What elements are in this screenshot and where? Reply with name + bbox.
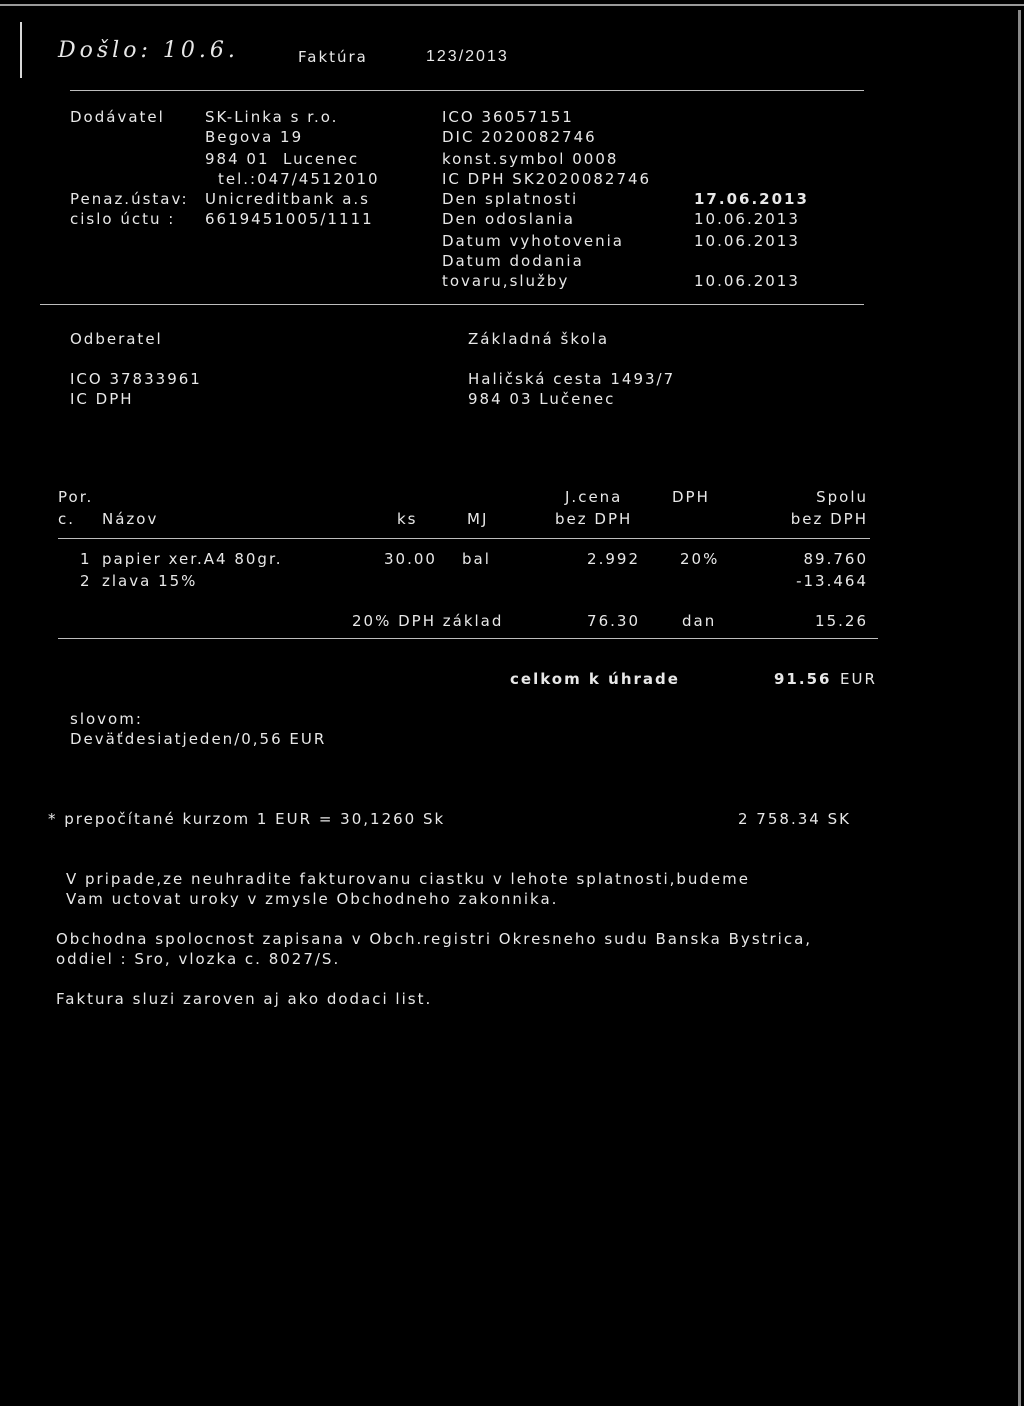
- dispatch-date-label: Den odoslania: [442, 210, 575, 228]
- row-total: 89.760: [803, 550, 868, 568]
- customer-name: Základná škola: [468, 330, 610, 348]
- col-header-spolu-sub: bez DPH: [790, 510, 868, 528]
- supplier-account-label: cislo úctu :: [70, 210, 176, 228]
- row-unit: bal: [462, 550, 491, 568]
- customer-street: Haličská cesta 1493/7: [468, 370, 676, 388]
- col-header-jcena: J.cena: [565, 488, 623, 506]
- vat-base-label: 20% DPH základ: [352, 612, 504, 630]
- row-quantity: 30.00: [384, 550, 437, 568]
- vat-base-value: 76.30: [587, 612, 640, 630]
- row-vat-rate: 20%: [680, 550, 720, 568]
- note-line: oddiel : Sro, vlozka c. 8027/S.: [56, 950, 341, 968]
- vat-tax-value: 15.26: [815, 612, 868, 630]
- total-currency: EUR: [840, 670, 877, 688]
- col-header-por: Por.: [58, 488, 94, 506]
- invoice-title: Faktúra: [298, 48, 368, 66]
- in-words-label: slovom:: [70, 710, 143, 728]
- in-words-text: Deväťdesiatjeden/0,56 EUR: [70, 730, 327, 748]
- supplier-konst-symbol: konst.symbol 0008: [442, 150, 619, 168]
- supplier-street: Begova 19: [205, 128, 304, 146]
- col-header-dph: DPH: [672, 488, 710, 506]
- supplier-dic: DIC 2020082746: [442, 128, 597, 146]
- dispatch-date-value: 10.06.2013: [694, 210, 800, 228]
- row-name: zlava 15%: [102, 572, 198, 590]
- row-total: -13.464: [796, 572, 868, 590]
- issue-date-label: Datum vyhotovenia: [442, 232, 624, 250]
- note-line: Faktura sluzi zaroven aj ako dodaci list.: [56, 990, 433, 1008]
- col-header-spolu: Spolu: [816, 488, 868, 506]
- header-divider: [70, 90, 864, 91]
- scan-left-edge: [20, 22, 22, 78]
- supplier-ico: ICO 36057151: [442, 108, 574, 126]
- note-line: Vam uctovat uroky v zmysle Obchodneho zakonnika.: [66, 890, 559, 908]
- table-bottom-divider: [58, 638, 878, 639]
- row-name: papier xer.A4 80gr.: [102, 550, 283, 568]
- conversion-text: * prepočítané kurzom 1 EUR = 30,1260 Sk: [48, 810, 446, 828]
- note-line: Obchodna spolocnost zapisana v Obch.registri Okresneho sudu Banska Bystrica,: [56, 930, 813, 948]
- conversion-amount: 2 758.34 SK: [738, 810, 851, 828]
- delivery-date-label: Datum dodania: [442, 252, 584, 270]
- due-date-value: 17.06.2013: [694, 190, 809, 208]
- supplier-city: 984 01 Lucenec: [205, 150, 360, 168]
- supplier-bank-name: Unicreditbank a.s: [205, 190, 370, 208]
- due-date-label: Den splatnosti: [442, 190, 579, 208]
- total-label: celkom k úhrade: [510, 670, 680, 688]
- scan-right-edge: [1018, 10, 1021, 1406]
- row-number: 2: [80, 572, 92, 590]
- vat-tax-label: dan: [682, 612, 717, 630]
- supplier-account-number: 6619451005/1111: [205, 210, 374, 228]
- supplier-phone: tel.:047/4512010: [218, 170, 380, 188]
- customer-city: 984 03 Lučenec: [468, 390, 616, 408]
- row-number: 1: [80, 550, 92, 568]
- row-unit-price: 2.992: [587, 550, 640, 568]
- table-header-divider: [58, 538, 870, 539]
- delivery-date-value: 10.06.2013: [694, 272, 800, 290]
- customer-ico: ICO 37833961: [70, 370, 202, 388]
- col-header-jcena-sub: bez DPH: [555, 510, 633, 528]
- supplier-label: Dodávatel: [70, 108, 165, 126]
- supplier-divider: [40, 304, 864, 305]
- col-header-mj: MJ: [467, 510, 489, 528]
- col-header-ks: ks: [397, 510, 418, 528]
- customer-ic-dph: IC DPH: [70, 390, 134, 408]
- handwritten-received-note: Došlo: 10.6.: [58, 38, 239, 63]
- col-header-nazov: Názov: [102, 510, 159, 528]
- issue-date-value: 10.06.2013: [694, 232, 800, 250]
- delivery-date-label-2: tovaru,služby: [442, 272, 570, 290]
- customer-label: Odberatel: [70, 330, 163, 348]
- col-header-c: c.: [58, 510, 76, 528]
- supplier-bank-label: Penaz.ústav:: [70, 190, 189, 208]
- total-amount: 91.56: [774, 670, 832, 688]
- supplier-ic-dph: IC DPH SK2020082746: [442, 170, 652, 188]
- supplier-name: SK-Linka s r.o.: [205, 108, 339, 126]
- scan-top-edge: [0, 4, 1024, 6]
- note-line: V pripade,ze neuhradite fakturovanu ciastku v lehote splatnosti,budeme: [66, 870, 750, 888]
- invoice-number: 123/2013: [426, 48, 509, 65]
